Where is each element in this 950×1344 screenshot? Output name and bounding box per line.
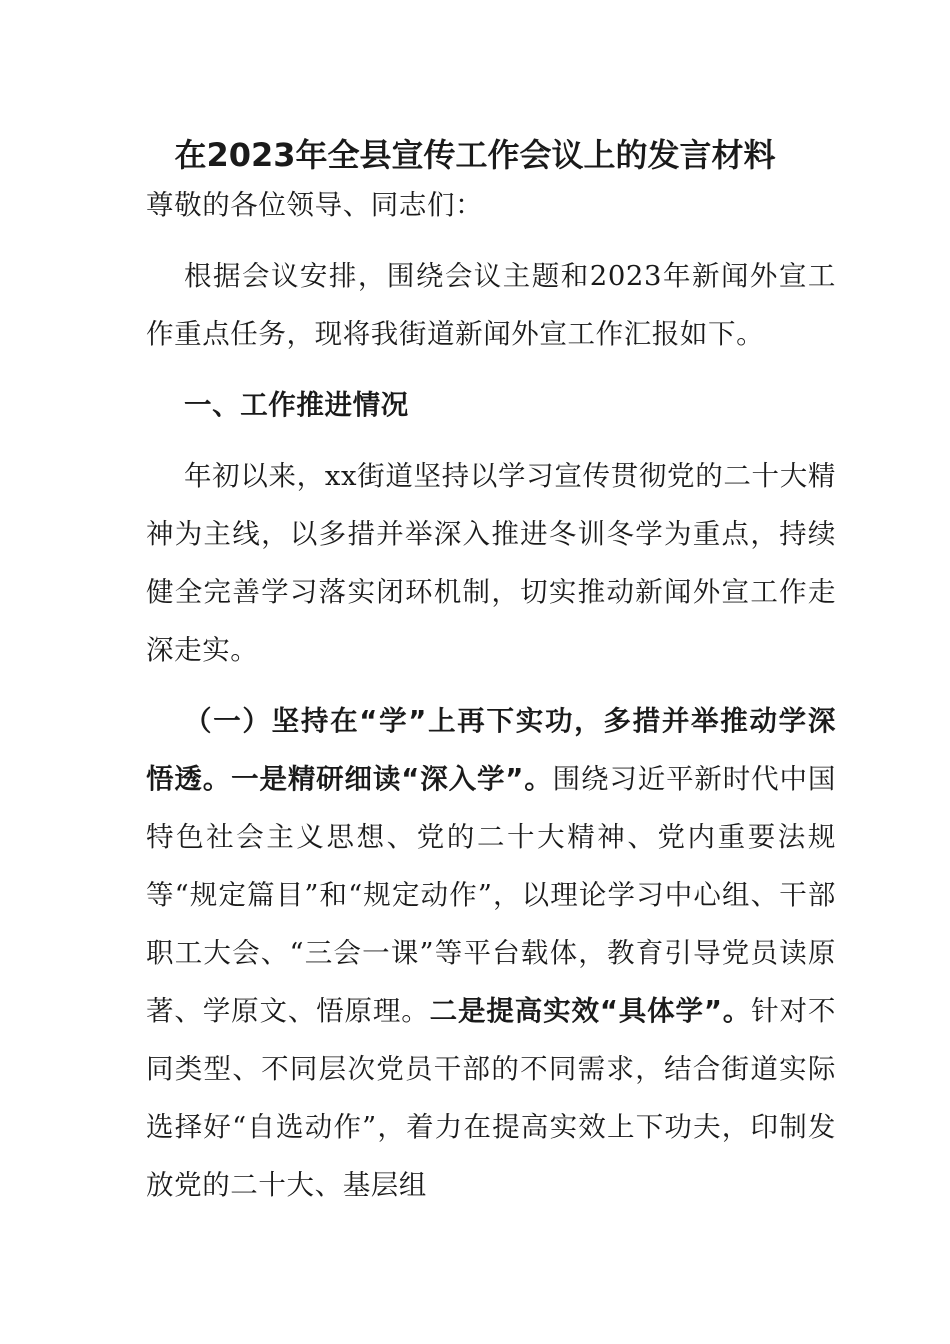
point-2-label: 二是提高实效“具体学”。 xyxy=(429,995,752,1027)
section-heading-1: 一、工作推进情况 xyxy=(184,389,409,421)
section-paragraph-1: 年初以来，xx街道坚持以学习宣传贯彻党的二十大精神为主线，以多措并举深入推进冬训冬学为重点，持续健全完善学习落实闭环机制，切实推动新闻外宣工作走深走实。 xyxy=(146,460,836,666)
point-2-text: 针对不同类型、不同层次党员干部的不同需求，结合街道实际选择好“自选动作”，着力在提高实效上下功夫，印制发放党的二十大、基层组 xyxy=(146,995,836,1201)
subsection-paragraph-1 xyxy=(146,692,836,1214)
document-title: 在2023年全县宣传工作会议上的发言材料 xyxy=(174,136,776,174)
salutation: 尊敬的各位领导、同志们： xyxy=(146,189,484,221)
point-1-text: 围绕习近平新时代中国特色社会主义思想、党的二十大精神、党内重要法规等“规定篇目”和“规定动作”，以理论学习中心组、干部职工大会、“三会一课”等平台载体，教育引导党员读原著、学原文、悟原理。 xyxy=(146,763,836,1027)
intro-paragraph: 根据会议安排，围绕会议主题和2023年新闻外宣工作重点任务，现将我街道新闻外宣工作汇报如下。 xyxy=(146,260,836,350)
point-1-label: 一是精研细读“深入学”。 xyxy=(231,763,553,795)
subsection-heading-1: （一）坚持在“学”上再下实功，多措并举推动学深悟透。 xyxy=(146,705,836,795)
document-body xyxy=(146,176,836,1227)
